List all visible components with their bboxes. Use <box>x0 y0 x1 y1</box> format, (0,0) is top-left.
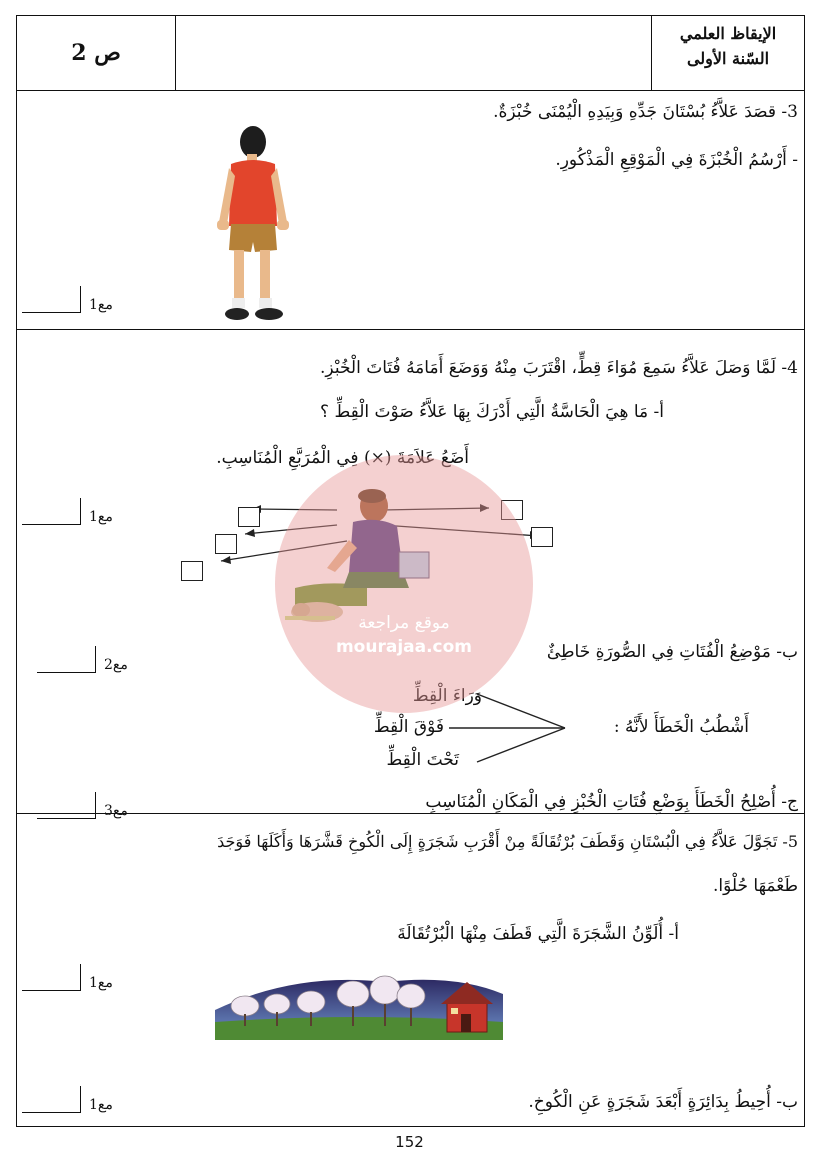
sense-checkbox[interactable] <box>238 507 260 527</box>
q4-b-statement: ب- مَوْضِعُ الْفُتَاتِ فِي الصُّورَةِ خَاطِئٌ <box>546 642 798 662</box>
boy-illustration <box>207 118 297 324</box>
grade-label: السّنة الأولى <box>686 49 770 68</box>
score-box[interactable] <box>22 964 81 991</box>
q4-c-text: ج- أُصْلِحُ الْخَطَأَ بِوَضْعِ فُتَاتِ الْخُبْزِ فِي الْمَكَانِ الْمُنَاسِبِ <box>425 792 798 812</box>
q4-b-option-above[interactable]: فَوْقَ الْقِطِّ <box>373 717 444 737</box>
orchard-illustration <box>215 964 503 1046</box>
watermark-arabic: موقع مراجعة <box>358 613 450 633</box>
q4-b-instruction: أَشْطُبُ الْخَطَأَ لأَنَّهُ : <box>613 717 749 737</box>
sense-checkbox[interactable] <box>215 534 237 554</box>
q4-a-question: أ- مَا هِيَ الْحَاسَّةُ الَّتِي أَدْرَكَ بِهَا عَلاَّءُ صَوْتَ الْقِطِّ ؟ <box>320 402 664 422</box>
q5-b-text: ب- أُحِيطُ بِدَائِرَةٍ أَبْعَدَ شَجَرَةٍ عَنِ الْكُوخِ. <box>528 1092 798 1112</box>
header-row <box>17 16 804 91</box>
q4-b-option-behind[interactable]: وَرَاءَ الْقِطِّ <box>412 686 482 706</box>
subject-title: الإيقاظ العلمي <box>679 24 777 43</box>
q3-line2: - أَرْسُمُ الْخُبْزَةَ فِي الْمَوْقِعِ الْمَذْكُورِ. <box>555 150 798 170</box>
sense-checkbox[interactable] <box>531 527 553 547</box>
q5-line1: 5- تَجَوَّلَ عَلاَّءُ فِي الْبُسْتَانِ وَقَطَفَ بُرْتُقَالَةً مِنْ أَقْرَبِ شَجَرَةٍ إِلَى الْكُوخِ قَشَّرَهَا وَأَكَلَهَا فَوَجَدَ <box>217 832 798 851</box>
q4-intro: 4- لَمَّا وَصَلَ عَلاَّءُ سَمِعَ مُوَاءَ قِطٍّ، اقْتَرَبَ مِنْهُ وَوَضَعَ أَمَامَهُ فُتَاتَ الْخُبْزِ. <box>320 358 798 378</box>
watermark-url: mourajaa.com <box>335 637 473 657</box>
q4-b-option-below[interactable]: تَحْتَ الْقِطِّ <box>386 750 459 770</box>
q5-a-score[interactable] <box>22 964 113 991</box>
q3-score[interactable] <box>22 286 113 313</box>
q5-line2: طَعْمَهَا حُلْوًا. <box>712 876 798 896</box>
page-number: 152 <box>395 1133 424 1151</box>
score-label: مع2 <box>104 657 128 673</box>
watermark-seal <box>275 455 533 713</box>
q5-b-score[interactable] <box>22 1086 113 1113</box>
subject-cell <box>651 16 804 90</box>
score-label: مع1 <box>89 1097 113 1113</box>
q5-a-text: أ- أُلَوِّنُ الشَّجَرَةَ الَّتِي قَطَفَ مِنْهَا الْبُرْتُقَالَةَ <box>397 924 679 944</box>
question-5 <box>17 814 804 1128</box>
score-label: مع1 <box>89 297 113 313</box>
q3-line1: 3- قصَدَ عَلاَّءُ بُسْتَانَ جَدِّهِ وَبِيَدِهِ الْيُمْنَى خُبْزَةٌ. <box>493 102 798 122</box>
q4-a-score[interactable] <box>22 498 113 525</box>
q4-a-instruction: أَضَعُ عَلاَمَةَ (×) فِي الْمُرَبَّعِ الْمُنَاسِبِ. <box>216 448 469 468</box>
q4-b-score[interactable] <box>37 646 128 673</box>
score-label: مع3 <box>104 803 128 819</box>
score-box[interactable] <box>22 498 81 525</box>
score-label: مع1 <box>89 509 113 525</box>
page-label: ص 2 <box>17 16 176 90</box>
score-box[interactable] <box>22 1086 81 1113</box>
score-label: مع1 <box>89 975 113 991</box>
score-box[interactable] <box>22 286 81 313</box>
sense-checkbox[interactable] <box>181 561 203 581</box>
score-box[interactable] <box>37 646 96 673</box>
question-3 <box>17 90 804 330</box>
